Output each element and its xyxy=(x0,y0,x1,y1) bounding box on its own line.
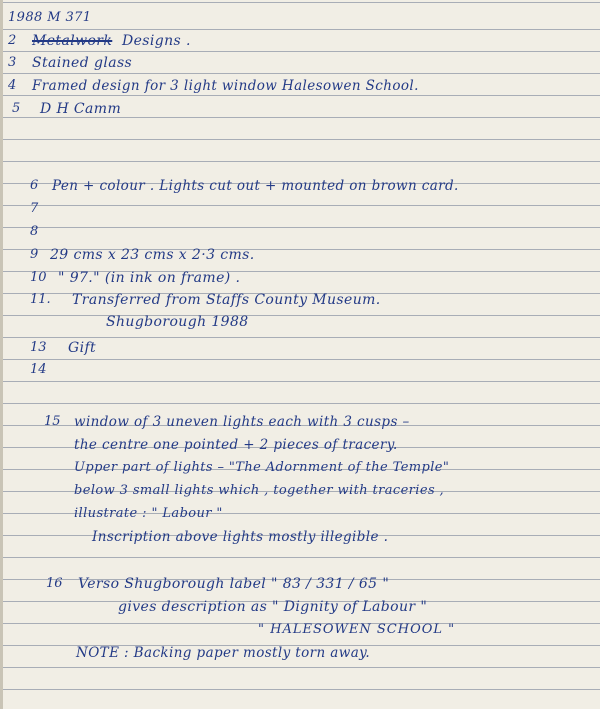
field-number: 7 xyxy=(30,201,39,216)
catalogue-reference: 1988 M 371 xyxy=(8,10,92,25)
description-line: Inscription above lights mostly illegible . xyxy=(92,529,389,545)
description-line: gives description as " Dignity of Labour " xyxy=(118,599,428,615)
struck-word: Metalwork xyxy=(32,33,113,49)
entry-text: 29 cms x 23 cms x 2·3 cms. xyxy=(50,247,255,263)
description-line: Verso Shugborough label " 83 / 331 / 65 " xyxy=(78,576,390,592)
field-number: 11. xyxy=(30,292,51,307)
field-number: 2 xyxy=(8,33,17,48)
description-line: window of 3 uneven lights each with 3 cusps – xyxy=(74,414,410,430)
field-number: 14 xyxy=(30,362,47,377)
field-number: 6 xyxy=(30,178,39,193)
field-number: 5 xyxy=(12,101,21,116)
entry-text: Gift xyxy=(68,340,97,356)
entry-text: Stained glass xyxy=(32,55,133,71)
field-number: 16 xyxy=(46,576,63,591)
field-number: 9 xyxy=(30,247,39,262)
field-number: 13 xyxy=(30,340,47,355)
page-edge xyxy=(0,0,3,709)
entry-text: Pen + colour . Lights cut out + mounted on brown card. xyxy=(52,178,459,194)
entry-text: Framed design for 3 light window Halesowen School. xyxy=(32,78,419,94)
field-number: 8 xyxy=(30,224,39,239)
field-number: 10 xyxy=(30,270,47,285)
description-line: Upper part of lights – "The Adornment of the Temple" xyxy=(74,460,450,475)
entry-text-continued: Shugborough 1988 xyxy=(106,314,249,330)
entry-text: " 97." (in ink on frame) . xyxy=(58,270,241,286)
note-line: NOTE : Backing paper mostly torn away. xyxy=(76,645,371,661)
description-line: " HALESOWEN SCHOOL " xyxy=(258,622,456,637)
description-line: below 3 small lights which , together with traceries , xyxy=(74,483,445,498)
description-line: illustrate : " Labour " xyxy=(74,506,223,521)
field-number: 3 xyxy=(8,55,17,70)
field-number: 4 xyxy=(8,78,17,93)
field-number: 15 xyxy=(44,414,61,429)
entry-text: Transferred from Staffs County Museum. xyxy=(72,292,381,308)
entry-text: Designs . xyxy=(122,33,191,49)
description-line: the centre one pointed + 2 pieces of tracery. xyxy=(74,437,398,453)
entry-text: D H Camm xyxy=(40,101,122,117)
